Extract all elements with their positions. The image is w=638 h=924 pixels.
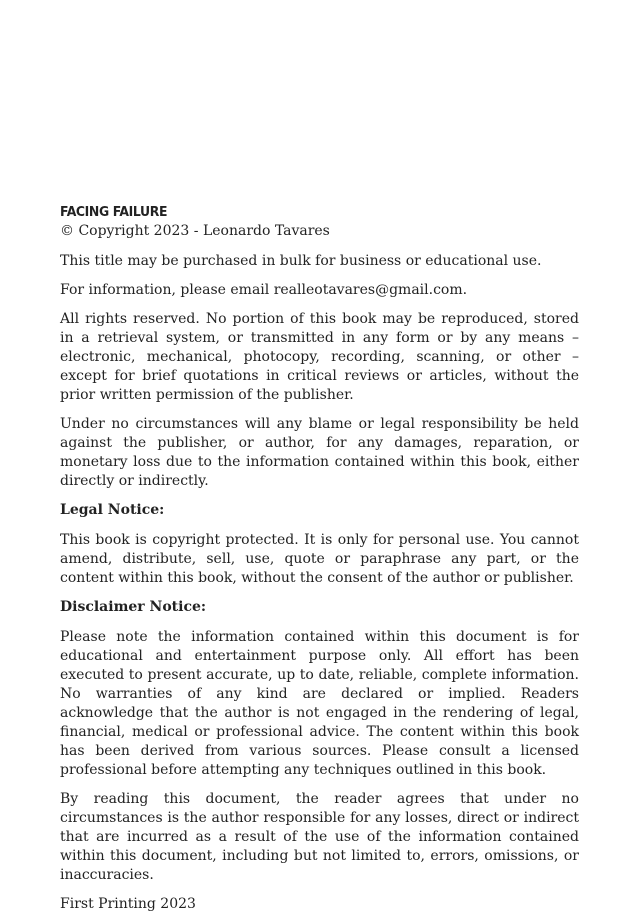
copyright-line: © Copyright 2023 - Leonardo Tavares	[60, 223, 330, 239]
information-contact	[60, 281, 579, 300]
copyright-page	[60, 203, 579, 924]
disclaimer-body-2: By reading this document, the reader agrees that under no circumstances is the author responsible for any losses, direct or indirect that are incurred as a result of the use of the information contained within this document, including but not limited to, errors, omissions, or inaccuracies.	[60, 791, 579, 883]
first-printing: First Printing 2023	[60, 896, 196, 912]
book-title: FACING FAILURE	[60, 204, 168, 220]
legal-notice-heading: Legal Notice:	[60, 502, 165, 518]
information-prefix: For information, please email	[60, 282, 274, 298]
rights-reserved-paragraph: All rights reserved. No portion of this book may be reproduced, stored in a retrieval system, or transmitted in any form or by any means – electronic, mechanical, photocopy, recording, scanning, or other – except for brief quotations in critical reviews or articles, without the prior written permission of the publisher.	[60, 311, 579, 403]
contact-email-link[interactable]: realleotavares@gmail.com	[273, 282, 463, 298]
information-suffix: .	[462, 282, 468, 298]
disclaimer-body-1: Please note the information contained within this document is for educational and entertainment purpose only. All effort has been executed to present accurate, up to date, reliable, complete information. No warranties of any kind are declared or implied. Readers acknowledge that the author is not engaged in the rendering of legal, financial, medical or professional advice. The content within this book has been derived from various sources. Please consult a licensed professional before attempting any techniques outlined in this book.	[60, 629, 579, 778]
bulk-purchase-note: This title may be purchased in bulk for business or educational use.	[60, 253, 542, 269]
legal-notice-body: This book is copyright protected. It is only for personal use. You cannot amend, distribute, sell, use, quote or paraphrase any part, or the content within this book, without the consent of the author or publisher.	[60, 532, 579, 586]
liability-paragraph: Under no circumstances will any blame or legal responsibility be held against the publisher, or author, for any damages, reparation, or monetary loss due to the information contained within this book, either directly or indirectly.	[60, 416, 579, 489]
disclaimer-notice-heading: Disclaimer Notice:	[60, 599, 207, 615]
